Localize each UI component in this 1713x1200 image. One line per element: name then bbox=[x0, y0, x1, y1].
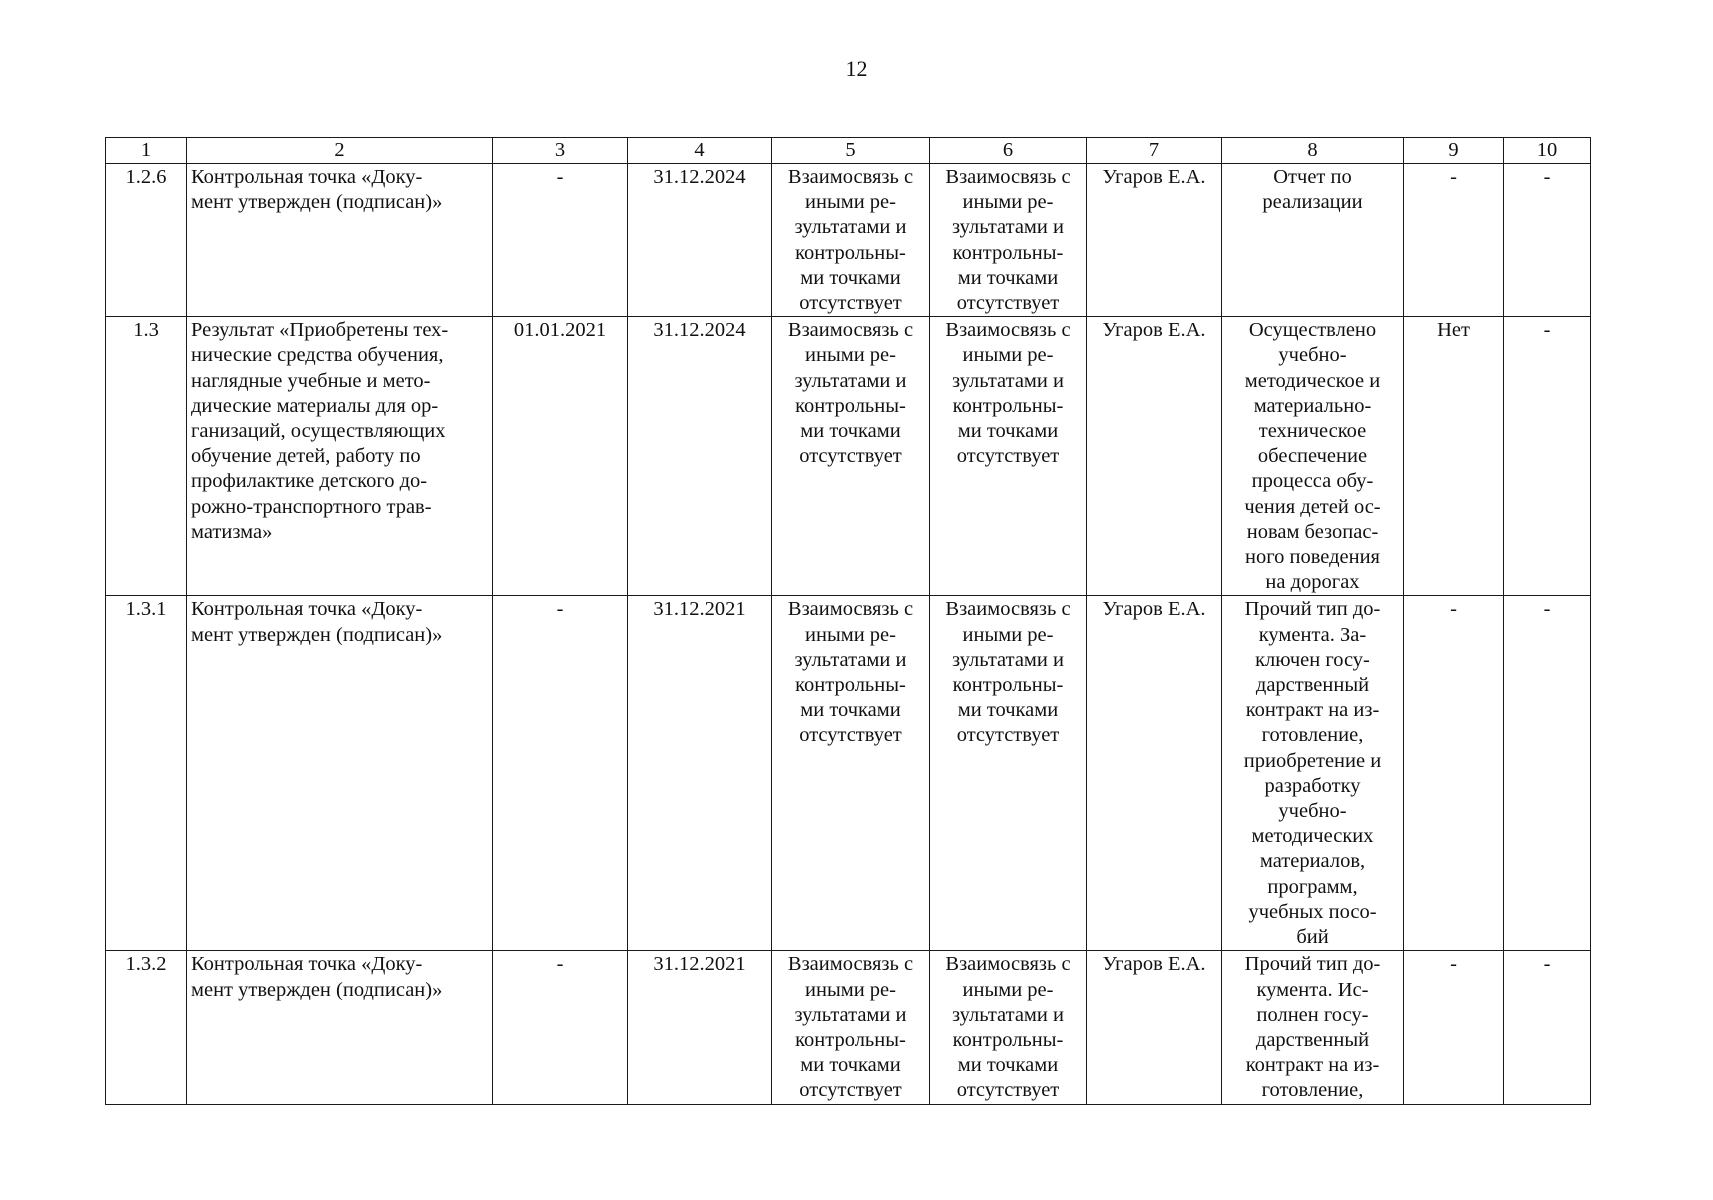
cell-text-line: ми точками bbox=[957, 699, 1059, 722]
cell-text-line: иными ре- bbox=[805, 623, 896, 646]
cell-text-line: Взаимосвязь с bbox=[787, 598, 914, 621]
cell-text-line: отсутствует bbox=[799, 292, 902, 315]
item-name-cell bbox=[187, 951, 493, 1104]
cell-text-line: ного поведения bbox=[1244, 546, 1380, 569]
cell-text-line: приобретение и bbox=[1243, 749, 1382, 772]
cell-text-line: зультатами и bbox=[952, 216, 1064, 239]
cell-text-line: контрольны- bbox=[795, 674, 906, 697]
row-number-cell: 1.2.6 bbox=[106, 164, 187, 317]
cell-text-line: ми точками bbox=[800, 1054, 901, 1077]
cell-text-line: ключен госу- bbox=[1255, 648, 1370, 671]
document-cell bbox=[1222, 596, 1404, 951]
cell-text-line: учебно- bbox=[1278, 800, 1347, 823]
cell-text-line: Взаимосвязь с bbox=[945, 319, 1071, 342]
column-header: 7 bbox=[1087, 138, 1222, 164]
table-row bbox=[106, 951, 1591, 1104]
start-date-cell: - bbox=[493, 951, 628, 1104]
cell-text-line: зультатами и bbox=[952, 1003, 1064, 1026]
cell-text-line: мент утвержден (подписан)» bbox=[191, 191, 443, 214]
cell-text-line: контрольны- bbox=[952, 674, 1064, 697]
cell-text-line: контрольны- bbox=[952, 1028, 1064, 1051]
cell-text-line: дарственный bbox=[1255, 1028, 1370, 1051]
cell-text-line: обеспечение bbox=[1257, 445, 1368, 468]
item-name-cell bbox=[187, 596, 493, 951]
responsible-cell: Угаров Е.А. bbox=[1087, 951, 1222, 1104]
column-header: 1 bbox=[106, 138, 187, 164]
cell-text-line: Взаимосвязь с bbox=[945, 598, 1071, 621]
column-header: 2 bbox=[187, 138, 493, 164]
end-date-cell: 31.12.2021 bbox=[628, 596, 772, 951]
cell-text-line: иными ре- bbox=[805, 978, 896, 1001]
cell-text-line: отсутствует bbox=[799, 1079, 902, 1102]
end-date-cell: 31.12.2021 bbox=[628, 951, 772, 1104]
page-number: 12 bbox=[845, 56, 868, 81]
cell-text-line: рожно-транспортного трав- bbox=[191, 495, 432, 518]
cell-text-line: материалов, bbox=[1259, 850, 1366, 873]
link-results-cell bbox=[772, 596, 930, 951]
cell-text-line: Взаимосвязь с bbox=[945, 166, 1071, 188]
cell-text-line: ми точками bbox=[957, 420, 1059, 443]
link-projects-cell bbox=[930, 164, 1087, 317]
cell-text-line: Взаимосвязь с bbox=[787, 319, 914, 342]
cell-text-line: контрольны- bbox=[795, 394, 906, 417]
cell-text-line: учебных посо- bbox=[1248, 900, 1377, 923]
document-cell bbox=[1222, 164, 1404, 317]
cell-text-line: Результат «Приобретены тех- bbox=[191, 319, 449, 342]
cell-text-line: иными ре- bbox=[805, 344, 896, 367]
column-9-cell: - bbox=[1404, 596, 1504, 951]
cell-text-line: Взаимосвязь с bbox=[945, 953, 1071, 976]
document-cell bbox=[1222, 317, 1404, 596]
start-date-cell: - bbox=[493, 596, 628, 951]
column-header: 4 bbox=[628, 138, 772, 164]
cell-text-line: контрольны- bbox=[795, 241, 906, 264]
column-header: 9 bbox=[1404, 138, 1504, 164]
cell-text-line: Контрольная точка «Доку- bbox=[191, 166, 423, 188]
cell-text-line: программ, bbox=[1267, 875, 1358, 898]
column-header: 8 bbox=[1222, 138, 1404, 164]
column-header: 5 bbox=[772, 138, 930, 164]
link-projects-cell bbox=[930, 596, 1087, 951]
responsible-cell: Угаров Е.А. bbox=[1087, 164, 1222, 317]
cell-text-line: иными ре- bbox=[962, 344, 1054, 367]
cell-text-line: ганизаций, осуществляющих bbox=[191, 420, 446, 443]
cell-text-line: ми точками bbox=[800, 420, 901, 443]
cell-text-line: методическое и bbox=[1244, 369, 1381, 392]
cell-text-line: Взаимосвязь с bbox=[787, 166, 914, 188]
cell-text-line: реализации bbox=[1262, 191, 1363, 214]
cell-text-line: наглядные учебные и мето- bbox=[191, 369, 431, 392]
cell-text-line: ми точками bbox=[800, 699, 901, 722]
table-body bbox=[106, 164, 1591, 1105]
cell-text-line: обучение детей, работу по bbox=[191, 445, 421, 468]
cell-text-line: ми точками bbox=[957, 1054, 1059, 1077]
cell-text-line: полнен госу- bbox=[1256, 1003, 1369, 1026]
end-date-cell: 31.12.2024 bbox=[628, 164, 772, 317]
column-10-cell: - bbox=[1504, 596, 1591, 951]
cell-text-line: нические средства обучения, bbox=[191, 344, 444, 367]
cell-text-line: бий bbox=[1296, 926, 1329, 949]
table-row bbox=[106, 596, 1591, 951]
column-9-cell: Нет bbox=[1404, 317, 1504, 596]
cell-text-line: Прочий тип до- bbox=[1244, 953, 1381, 976]
cell-text-line: кумента. За- bbox=[1258, 623, 1367, 646]
cell-text-line: контрольны- bbox=[952, 241, 1064, 264]
cell-text-line: иными ре- bbox=[805, 191, 896, 214]
cell-text-line: матизма» bbox=[191, 520, 273, 543]
cell-text-line: Взаимосвязь с bbox=[787, 953, 914, 976]
cell-text-line: чения детей ос- bbox=[1244, 495, 1381, 518]
column-9-cell: - bbox=[1404, 951, 1504, 1104]
item-name-cell bbox=[187, 164, 493, 317]
cell-text-line: контракт на из- bbox=[1245, 699, 1380, 722]
cell-text-line: Контрольная точка «Доку- bbox=[191, 953, 423, 976]
cell-text-line: отсутствует bbox=[799, 724, 902, 747]
cell-text-line: отсутствует bbox=[799, 445, 902, 468]
cell-text-line: мент утвержден (подписан)» bbox=[191, 978, 443, 1001]
cell-text-line: кумента. Ис- bbox=[1256, 978, 1369, 1001]
column-9-cell: - bbox=[1404, 164, 1504, 317]
cell-text-line: профилактике детского до- bbox=[191, 470, 428, 493]
cell-text-line: материально- bbox=[1253, 394, 1372, 417]
end-date-cell: 31.12.2024 bbox=[628, 317, 772, 596]
cell-text-line: зультатами и bbox=[794, 369, 907, 392]
start-date-cell: 01.01.2021 bbox=[493, 317, 628, 596]
link-projects-cell bbox=[930, 951, 1087, 1104]
column-number-row bbox=[106, 138, 1591, 164]
cell-text-line: зультатами и bbox=[952, 648, 1064, 671]
cell-text-line: Контрольная точка «Доку- bbox=[191, 598, 423, 621]
row-number-cell: 1.3 bbox=[106, 317, 187, 596]
cell-text-line: контракт на из- bbox=[1245, 1054, 1380, 1077]
cell-text-line: дические материалы для ор- bbox=[191, 394, 439, 417]
table-row bbox=[106, 317, 1591, 596]
column-header: 10 bbox=[1504, 138, 1591, 164]
column-header: 6 bbox=[930, 138, 1087, 164]
link-projects-cell bbox=[930, 317, 1087, 596]
cell-text-line: разработку bbox=[1264, 774, 1361, 797]
cell-text-line: Отчет по bbox=[1273, 166, 1352, 188]
cell-text-line: зультатами и bbox=[794, 1003, 907, 1026]
cell-text-line: отсутствует bbox=[956, 292, 1060, 315]
cell-text-line: техническое bbox=[1258, 420, 1367, 443]
cell-text-line: контрольны- bbox=[952, 394, 1064, 417]
link-results-cell bbox=[772, 164, 930, 317]
cell-text-line: отсутствует bbox=[956, 1079, 1060, 1102]
document-cell bbox=[1222, 951, 1404, 1104]
results-table bbox=[105, 137, 1591, 1105]
cell-text-line: зультатами и bbox=[952, 369, 1064, 392]
link-results-cell bbox=[772, 317, 930, 596]
cell-text-line: иными ре- bbox=[962, 623, 1054, 646]
cell-text-line: зультатами и bbox=[794, 648, 907, 671]
cell-text-line: учебно- bbox=[1278, 344, 1347, 367]
column-10-cell: - bbox=[1504, 951, 1591, 1104]
cell-text-line: Прочий тип до- bbox=[1244, 598, 1381, 621]
start-date-cell: - bbox=[493, 164, 628, 317]
cell-text-line: на дорогах bbox=[1265, 571, 1360, 594]
link-results-cell bbox=[772, 951, 930, 1104]
item-name-cell bbox=[187, 317, 493, 596]
cell-text-line: зультатами и bbox=[794, 216, 907, 239]
cell-text-line: иными ре- bbox=[962, 978, 1054, 1001]
column-header: 3 bbox=[493, 138, 628, 164]
cell-text-line: Осуществлено bbox=[1248, 319, 1377, 342]
cell-text-line: мент утвержден (подписан)» bbox=[191, 623, 443, 646]
cell-text-line: отсутствует bbox=[956, 445, 1060, 468]
cell-text-line: ми точками bbox=[800, 266, 901, 289]
cell-text-line: иными ре- bbox=[962, 191, 1054, 214]
table-row bbox=[106, 164, 1591, 317]
row-number-cell: 1.3.2 bbox=[106, 951, 187, 1104]
responsible-cell: Угаров Е.А. bbox=[1087, 596, 1222, 951]
cell-text-line: новам безопас- bbox=[1246, 520, 1379, 543]
cell-text-line: отсутствует bbox=[956, 724, 1060, 747]
responsible-cell: Угаров Е.А. bbox=[1087, 317, 1222, 596]
column-10-cell: - bbox=[1504, 317, 1591, 596]
cell-text-line: готовление, bbox=[1261, 1079, 1364, 1102]
cell-text-line: процесса обу- bbox=[1251, 470, 1374, 493]
cell-text-line: ми точками bbox=[957, 266, 1059, 289]
cell-text-line: методических bbox=[1251, 825, 1374, 848]
cell-text-line: контрольны- bbox=[795, 1028, 906, 1051]
row-number-cell: 1.3.1 bbox=[106, 596, 187, 951]
cell-text-line: дарственный bbox=[1255, 674, 1370, 697]
cell-text-line: готовление, bbox=[1261, 724, 1364, 747]
column-10-cell: - bbox=[1504, 164, 1591, 317]
